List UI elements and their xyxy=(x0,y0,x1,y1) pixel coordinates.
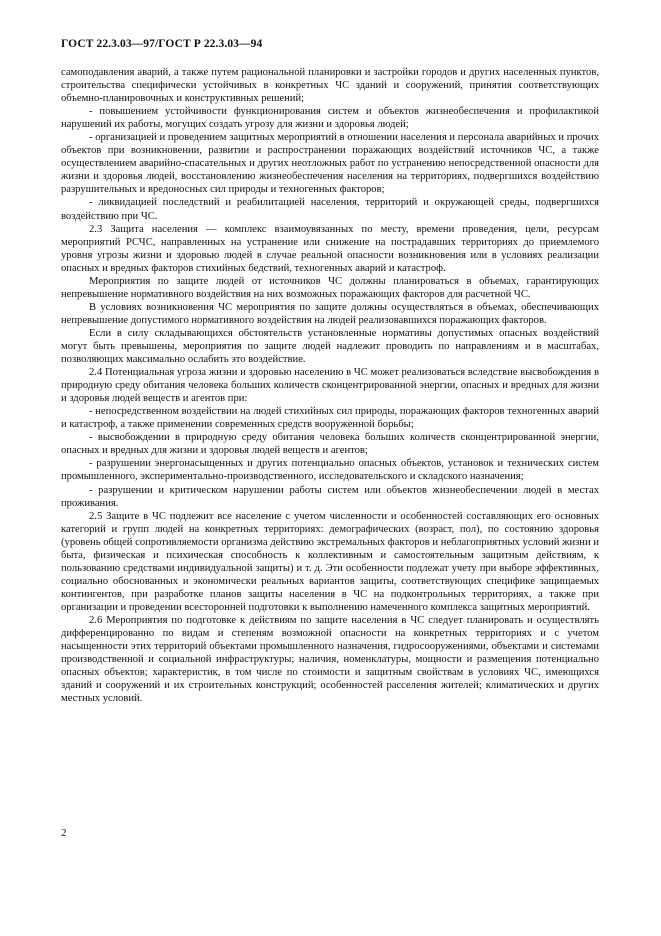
page-number: 2 xyxy=(61,827,67,839)
page-header-doc-code: ГОСТ 22.3.03—97/ГОСТ Р 22.3.03—94 xyxy=(61,38,263,50)
paragraph: - организацией и проведением защитных мероприятий в отношении населения и персонала аварийных и прочих объектов при возникновении, развитии и распространении поражающих воздействий источников ЧС, а также осуществлением аварийно-спасательных и других неотложных работ по устранению непосредственной опасности для жизни и здоровья людей, восстановлению жизнеобеспечения населения на территориях, подвергшихся воздействию разрушительных и вредоносных сил природы и техногенных факторов; xyxy=(61,132,599,196)
paragraph: - высвобождении в природную среду обитания человека больших количеств сконцентрированной энергии, опасных и вредных для жизни и здоровья людей веществ и агентов; xyxy=(61,432,599,457)
paragraph: - повышением устойчивости функционирования систем и объектов жизнеобеспечения и профилактикой нарушений их работы, могущих создать угрозу для жизни и здоровья людей; xyxy=(61,106,599,131)
paragraph: Если в силу складывающихся обстоятельств установленные нормативы допустимых опасных воздействий могут быть превышены, мероприятия по защите людей надлежит проводить по направлениям и в масштабах, позволяющих максимально ослабить это воздействие. xyxy=(61,327,599,366)
paragraph: 2.4 Потенциальная угроза жизни и здоровью населению в ЧС может реализоваться вследствие высвобождения в природную среду обитания человека больших количеств сконцентрированной энергии, опасных и вредных для жизни и здоровья людей веществ и агентов при: xyxy=(61,367,599,405)
paragraph: Мероприятия по защите людей от источников ЧС должны планироваться в объемах, гарантирующих непревышение нормативного воздействия на них возможных поражающих факторов для расчетной ЧС. xyxy=(61,275,599,300)
paragraph: В условиях возникновения ЧС мероприятия по защите должны осуществляться в объемах, обеспечивающих непревышение допустимого нормативного воздействия на людей реализовавшихся поражающих факторов. xyxy=(61,301,599,326)
paragraph: - ликвидацией последствий и реабилитацией населения, территорий и окружающей среды, подвергшихся воздействию при ЧС. xyxy=(61,197,599,222)
paragraph: 2.3 Защита населения — комплекс взаимоувязанных по месту, времени проведения, цели, ресурсам мероприятий РСЧС, направленных на устранение или снижение на пострадавших территориях до приемлемого уровня угрозы жизни и здоровью людей в случае реальной опасности возникновения или в условиях реализации опасных и вредных факторов стихийных бедствий, техногенных аварий и катастроф. xyxy=(61,223,599,274)
paragraph: - непосредственном воздействии на людей стихийных сил природы, поражающих факторов техногенных аварий и катастроф, а также применении современных средств вооруженной борьбы; xyxy=(61,406,599,431)
paragraph: - разрушении энергонасыщенных и других потенциально опасных объектов, установок и технических систем промышленного, экспериментально-производственного, исследовательского и складского назначения; xyxy=(61,458,599,483)
paragraph: - разрушении и критическом нарушении работы систем или объектов жизнеобеспечении людей в местах проживания. xyxy=(61,484,599,509)
body-text xyxy=(61,66,599,705)
paragraph: самоподавления аварий, а также путем рациональной планировки и застройки городов и других населенных пунктов, строительства специфически устойчивых в конкретных ЧС зданий и сооружений, принятия соответствующих объемно-планировочных и конструктивных решений; xyxy=(61,67,599,105)
paragraph: 2.5 Защите в ЧС подлежит все население с учетом численности и особенностей составляющих его основных категорий и групп людей на конкретных территориях: демографических (возраст, пол), по состоянию здоровья (уровень общей сопротивляемости организма действию экстремальных факторов и неблагоприятных условий жизни и быта, физическая и психическая способность к коллективным и самостоятельным защитным действиям, к пользованию средствами индивидуальной защиты) и т. д. Эти особенности подлежат учету при выборе эффективных, социально обоснованных и экономически реальных вариантов защиты, соответствующих специфике защищаемых контингентов, при разработке планов защиты населения в ЧС на подконтрольных территориях, а также при организации и проведении всесторонней подготовки к выполнению намеченного комплекса защитных мероприятий. xyxy=(61,510,599,613)
paragraph: 2.6 Мероприятия по подготовке к действиям по защите населения в ЧС следует планировать и осуществлять дифференцированно по видам и степеням возможной опасности на конкретных территориях и с учетом насыщенности этих территорий объектами промышленного назначения, гидросооружениями, объектами и системами производственной и социальной инфраструктуры; наличия, номенклатуры, мощности и размещения потенциально опасных объектов; характеристик, в том числе по стоимости и защитным свойствам в условиях ЧС, имеющихся зданий и сооружений и их строительных конструкций; особенностей расселения жителей; климатических и других местных условий. xyxy=(61,614,599,705)
